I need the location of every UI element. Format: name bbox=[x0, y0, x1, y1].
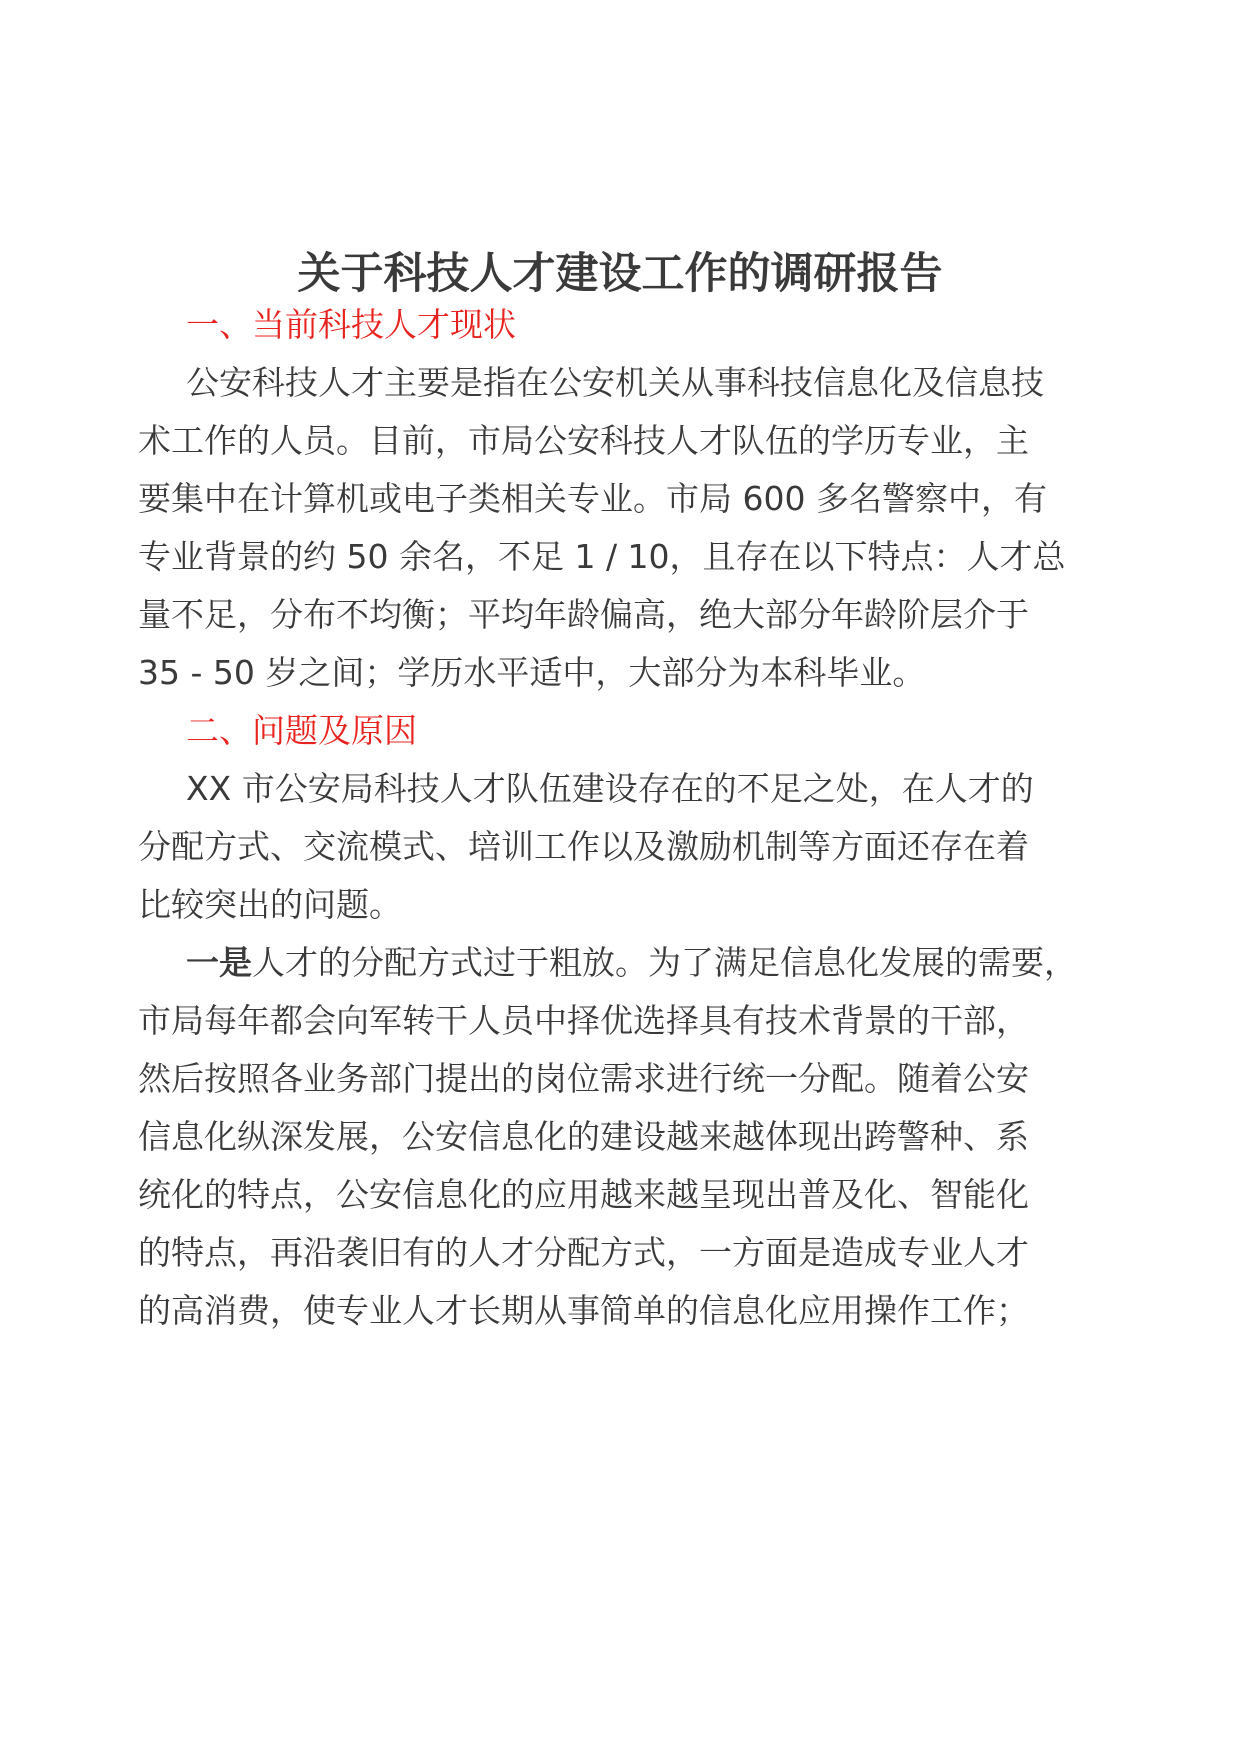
section-heading-current-status: 一、当前科技人才现状 bbox=[186, 305, 516, 344]
paragraph-line: 的特点，再沿袭旧有的人才分配方式，一方面是造成专业人才 bbox=[138, 1233, 1029, 1272]
paragraph-line: 然后按照各业务部门提出的岗位需求进行统一分配。随着公安 bbox=[138, 1059, 1029, 1098]
paragraph-line: 信息化纵深发展，公安信息化的建设越来越体现出跨警种、系 bbox=[138, 1117, 1029, 1156]
point-one-lead: 一是 bbox=[186, 943, 252, 982]
paragraph-line: 比较突出的问题。 bbox=[138, 885, 402, 924]
paragraph-line: 要集中在计算机或电子类相关专业。市局 600 多名警察中，有 bbox=[138, 479, 1047, 518]
paragraph-line: 统化的特点，公安信息化的应用越来越呈现出普及化、智能化 bbox=[138, 1175, 1029, 1214]
paragraph-line: 35 - 50 岁之间；学历水平适中，大部分为本科毕业。 bbox=[138, 653, 926, 692]
paragraph-line: 市局每年都会向军转干人员中择优选择具有技术背景的干部， bbox=[138, 1001, 1029, 1040]
paragraph-line: 术工作的人员。目前，市局公安科技人才队伍的学历专业，主 bbox=[138, 421, 1029, 460]
paragraph-line: 的高消费，使专业人才长期从事简单的信息化应用操作工作； bbox=[138, 1291, 1029, 1330]
paragraph-line: 分配方式、交流模式、培训工作以及激励机制等方面还存在着 bbox=[138, 827, 1029, 866]
paragraph-line: XX 市公安局科技人才队伍建设存在的不足之处，在人才的 bbox=[186, 769, 1034, 808]
paragraph-line: 量不足，分布不均衡；平均年龄偏高，绝大部分年龄阶层介于 bbox=[138, 595, 1029, 634]
document-title: 关于科技人才建设工作的调研报告 bbox=[297, 249, 943, 299]
paragraph-line: 公安科技人才主要是指在公安机关从事科技信息化及信息技 bbox=[186, 363, 1044, 402]
section-heading-problems-causes: 二、问题及原因 bbox=[186, 711, 417, 750]
paragraph-line: 专业背景的约 50 余名，不足 1 / 10，且存在以下特点：人才总 bbox=[138, 537, 1066, 576]
point-one-first-line bbox=[186, 940, 1077, 986]
point-one-text: 人才的分配方式过于粗放。为了满足信息化发展的需要， bbox=[252, 943, 1077, 982]
